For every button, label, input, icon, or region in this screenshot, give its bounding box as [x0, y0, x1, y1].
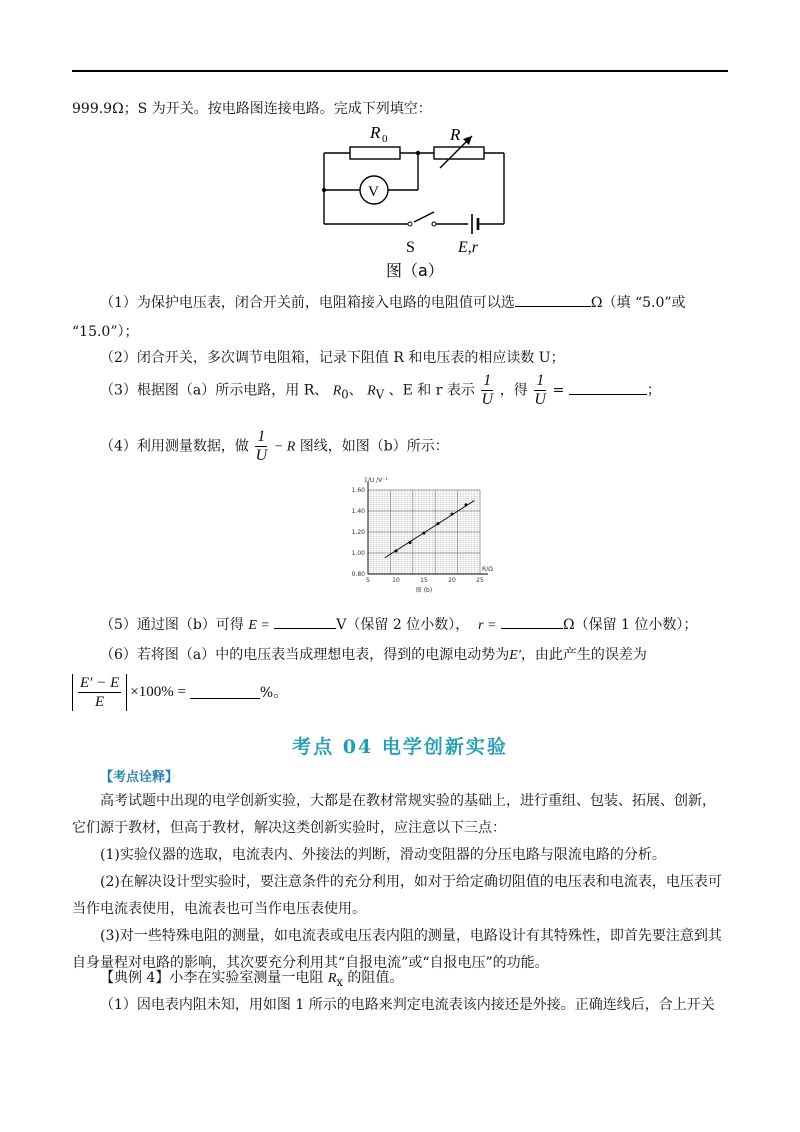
data-point	[465, 503, 468, 506]
y-tick-label: 1.40	[351, 508, 365, 515]
x-tick-label: 20	[448, 577, 456, 584]
question-3: （3）根据图（a）所示电路，用 R、 $R_0$、 $R_V$ 、E 和 r 表示 $\frac{1}{U}$ ，得 $\frac{1}{U}$ = ；	[100, 372, 661, 408]
label-e-r: E,r	[458, 239, 478, 256]
label-s: S	[406, 239, 415, 256]
question-2: （2）闭合开关，多次调节电阻箱，记录下阻值 R 和电压表的相应读数 U；	[100, 350, 565, 366]
y-tick-label: 1.00	[351, 550, 365, 557]
section-title: 考点 04 电学创新实验	[292, 736, 508, 758]
explain-p4: (3)对一些特殊电阻的测量，如电流表或电压表内阻的测量，电路设计有其特殊性，即首先要注意到其自身量程对电路的影响，其次要充分利用其“自报电流”或“自报电压”的功能。	[72, 928, 722, 971]
explain-tag: 【考点诠释】	[100, 770, 179, 785]
explain-p1: 高考试题中出现的电学创新实验，大都是在教材常规实验的基础上，进行重组、包装、拓展、创新，它们源于教材，但高于教材，解决这类创新实验时，应注意以下三点：	[72, 793, 716, 836]
example-4-q1: （1）因电表内阻未知，用如图 1 所示的电路来判定电流表该内接还是外接。正确连线后，合上开关	[100, 997, 715, 1013]
circuit-diagram-a	[310, 118, 520, 282]
y-tick-label: 0.80	[351, 571, 365, 578]
fraction-1-over-u: $\frac{1}{U}$	[481, 372, 494, 408]
resistor-r0	[350, 147, 400, 159]
x-tick-label: 15	[420, 577, 428, 584]
chart-caption: 图 (b)	[415, 587, 433, 594]
answer-blank-r[interactable]	[501, 616, 563, 629]
explain-p3: (2)在解决设计型实验时，要注意条件的充分利用，如对于给定确切阻值的电压表和电流表，电压表可当作电流表使用，电流表也可当作电压表使用。	[72, 874, 722, 917]
x-tick-label: 25	[476, 577, 484, 584]
x-axis-label: R/Ω	[482, 566, 493, 573]
error-expression: $\frac{E' - E}{E}$ ×100% = %。	[72, 668, 287, 716]
data-point	[451, 513, 454, 516]
question-4: （4）利用测量数据，做 $\frac{1}{U}$ − R 图线，如图（b）所示：	[100, 428, 449, 464]
chart-b	[330, 474, 500, 604]
data-point	[395, 549, 398, 552]
data-point	[409, 541, 412, 544]
resistance-value: 999.9Ω	[72, 101, 124, 117]
header-rule	[72, 70, 728, 72]
y-tick-label: 1.60	[351, 487, 365, 494]
label-v: V	[368, 184, 379, 200]
y-tick-label: 1.20	[351, 529, 365, 536]
data-point	[437, 522, 440, 525]
label-r0: R	[370, 123, 381, 142]
fraction-1-over-u-3: $\frac{1}{U}$	[255, 428, 268, 464]
x-tick-label: 10	[392, 577, 400, 584]
question-5: （5）通过图（b）可得 E = V（保留 2 位小数）， r = Ω（保留 1 位小数）；	[100, 617, 698, 633]
intro-line: 999.9Ω；S 为开关。按电路图连接电路。完成下列填空：	[72, 101, 432, 117]
answer-blank-e[interactable]	[274, 616, 336, 629]
question-6: （6）若将图（a）中的电压表当成理想电表，得到的电源电动势为E′，由此产生的误差为	[100, 647, 647, 663]
explain-p2: (1)实验仪器的选取，电流表内、外接法的判断，滑动变阻器的分压电路与限流电路的分析。	[100, 847, 666, 863]
answer-blank-1[interactable]	[515, 294, 591, 307]
data-point	[423, 532, 426, 535]
label-r0-sub: 0	[382, 133, 388, 145]
example-4: 【典例 4】小李在实验室测量一电阻 $R_x$ 的阻值。	[100, 970, 404, 989]
question-1: （1）为保护电压表，闭合开关前，电阻箱接入电路的电阻值可以选 Ω（填 “5.0”或	[100, 295, 686, 311]
x-tick-label: 5	[366, 577, 370, 584]
question-1-cont: “15.0”）；	[72, 324, 139, 340]
label-r: R	[450, 125, 461, 144]
fraction-1-over-u-2: $\frac{1}{U}$	[534, 372, 546, 408]
answer-blank-3[interactable]	[569, 382, 647, 395]
figure-caption-a: 图（a）	[386, 261, 444, 280]
y-axis-label: 1/U /V⁻¹	[364, 477, 388, 484]
answer-blank-error[interactable]	[190, 686, 260, 699]
